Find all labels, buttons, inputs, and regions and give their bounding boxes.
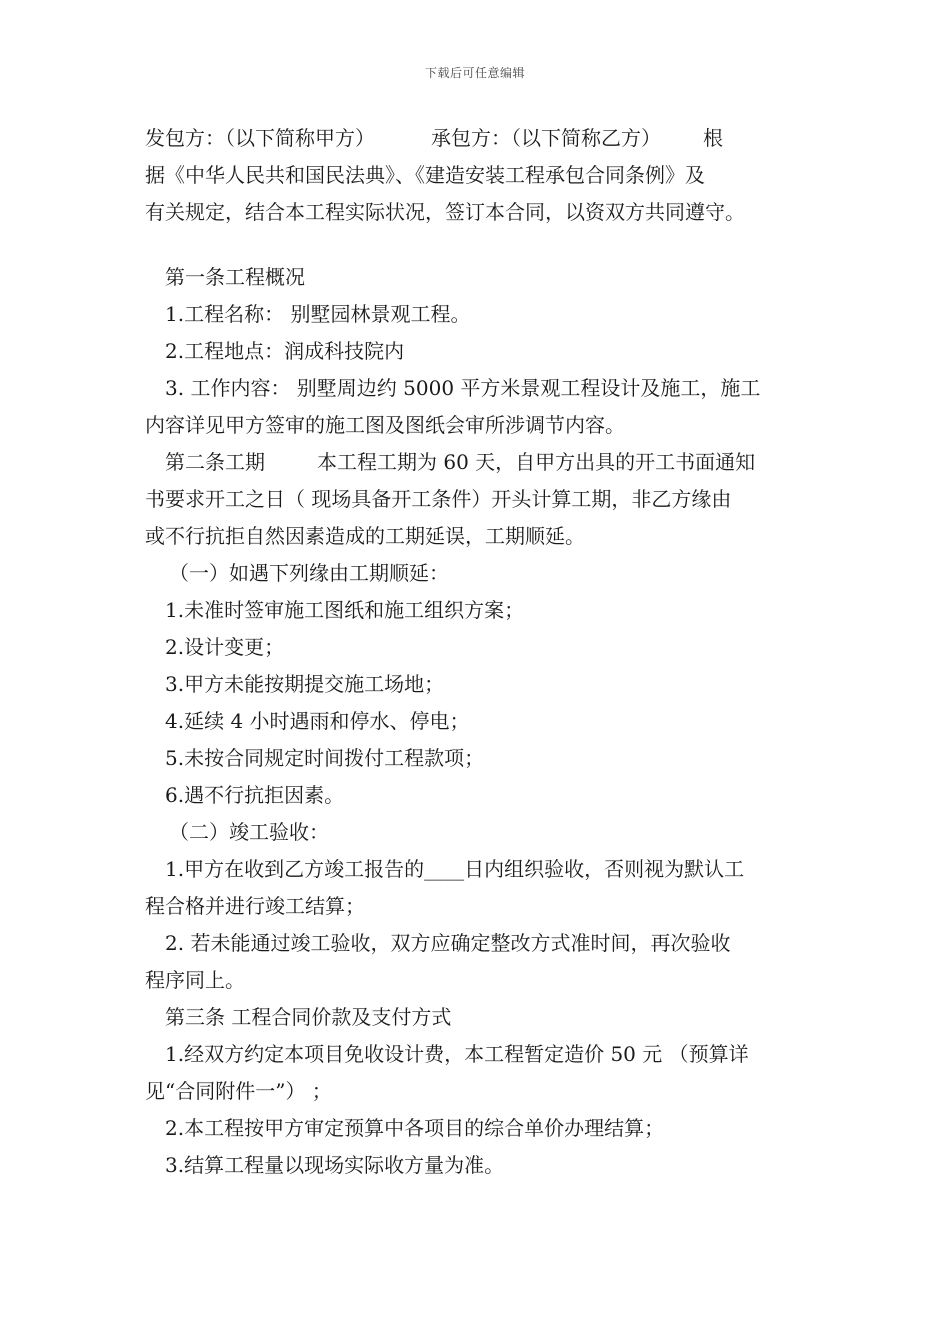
article-1-item-3-line-1: 3. 工作内容： 别墅周边约 5000 平方米景观工程设计及施工，施工 (165, 376, 761, 400)
article-2-sub-2-item-1-line-1: 1.甲方在收到乙方竣工报告的____日内组织验收，否则视为默认工 (165, 857, 745, 881)
article-3-item-3: 3.结算工程量以现场实际收方量为准。 (165, 1153, 505, 1177)
article-2-sub-1-item-1: 1.未准时签审施工图纸和施工组织方案； (165, 598, 525, 622)
contract-body (145, 120, 820, 1184)
preamble-line-1-end: 根 (703, 126, 723, 150)
article-1-item-2: 2.工程地点：润成科技院内 (165, 339, 405, 363)
article-2-line-3: 或不行抗拒自然因素造成的工期延误，工期顺延。 (145, 524, 585, 548)
article-2-sub-2-item-2-line-1: 2. 若未能通过竣工验收，双方应确定整改方式准时间，再次验收 (165, 931, 731, 955)
article-2-title: 第二条工期 (165, 450, 265, 474)
article-2-sub-1-item-2: 2.设计变更； (165, 635, 285, 659)
article-3-item-1-line-1: 1.经双方约定本项目免收设计费，本工程暂定造价 50 元 （预算详 (165, 1042, 749, 1066)
article-2-sub-1-title: （一）如遇下列缘由工期顺延： (169, 561, 449, 585)
article-2-sub-2-title: （二）竣工验收： (169, 820, 329, 844)
article-2-sub-1-item-3: 3.甲方未能按期提交施工场地； (165, 672, 445, 696)
article-2-line-1 (145, 444, 820, 481)
article-2-sub-1-item-5: 5.未按合同规定时间拨付工程款项； (165, 746, 485, 770)
article-2-text-1: 本工程工期为 60 天，自甲方出具的开工书面通知 (317, 450, 756, 474)
page-header: 下载后可任意编辑 (424, 66, 525, 80)
article-3-item-2: 2.本工程按甲方审定预算中各项目的综合单价办理结算； (165, 1116, 665, 1140)
preamble-line-2: 据《中华人民共和国民法典》、《建造安装工程承包合同条例》及 (145, 163, 705, 187)
article-3-title: 第三条 工程合同价款及支付方式 (165, 1005, 452, 1029)
preamble-line-3: 有关规定，结合本工程实际状况，签订本合同，以资双方共同遵守。 (145, 200, 745, 224)
article-1-item-3-line-2: 内容详见甲方签审的施工图及图纸会审所涉调节内容。 (145, 413, 625, 437)
article-2-sub-1-item-6: 6.遇不行抗拒因素。 (165, 783, 345, 807)
article-2-sub-1-item-4: 4.延续 4 小时遇雨和停水、停电； (165, 709, 470, 733)
article-3-item-1-line-2: 见“合同附件一”） ； (145, 1079, 332, 1103)
party-a-label: 发包方：（以下简称甲方） (145, 126, 375, 150)
article-1-item-1: 1.工程名称： 别墅园林景观工程。 (165, 302, 471, 326)
party-b-label: 承包方：（以下简称乙方） (431, 126, 661, 150)
preamble-line-1 (145, 120, 820, 157)
article-1-title: 第一条工程概况 (165, 265, 305, 289)
article-2-sub-2-item-1-line-2: 程合格并进行竣工结算； (145, 894, 365, 918)
article-2-sub-2-item-2-line-2: 程序同上。 (145, 968, 245, 992)
article-2-line-2: 书要求开工之日（ 现场具备开工条件）开头计算工期，非乙方缘由 (145, 487, 732, 511)
